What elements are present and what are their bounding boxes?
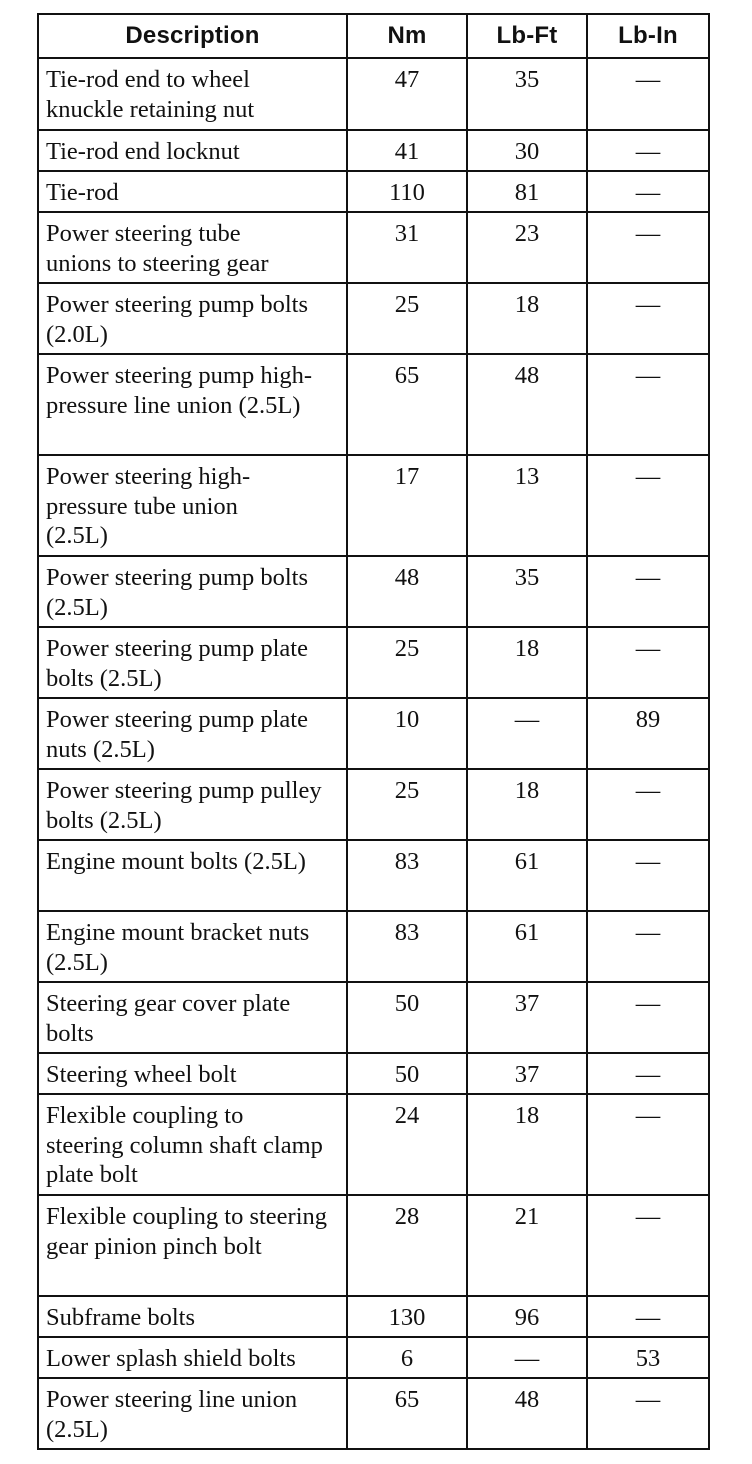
cell-lbft: 48 (467, 1378, 587, 1449)
cell-nm: 25 (347, 283, 467, 354)
table-row (38, 698, 709, 769)
cell-lbin: — (587, 769, 709, 840)
cell-lbft: 18 (467, 769, 587, 840)
cell-lbin: — (587, 627, 709, 698)
cell-lbin: — (587, 556, 709, 627)
cell-description: Power steering pump bolts (2.5L) (38, 556, 347, 627)
cell-lbft: 96 (467, 1296, 587, 1337)
cell-description: Engine mount bracket nuts (2.5L) (38, 911, 347, 982)
cell-nm: 17 (347, 455, 467, 556)
cell-lbft: 13 (467, 455, 587, 556)
table-row (38, 556, 709, 627)
cell-description: Engine mount bolts (2.5L) (38, 840, 347, 911)
cell-nm: 83 (347, 840, 467, 911)
table-row (38, 1053, 709, 1094)
table-row (38, 769, 709, 840)
torque-spec-table (37, 13, 710, 1450)
cell-description: Steering gear cover plate bolts (38, 982, 347, 1053)
cell-lbft: 37 (467, 1053, 587, 1094)
cell-nm: 31 (347, 212, 467, 283)
table-row (38, 455, 709, 556)
header-lbin: Lb-In (587, 14, 709, 58)
table-row (38, 283, 709, 354)
cell-lbin: 53 (587, 1337, 709, 1378)
cell-lbin: — (587, 911, 709, 982)
cell-description: Power steering pump plate bolts (2.5L) (38, 627, 347, 698)
cell-nm: 24 (347, 1094, 467, 1195)
cell-lbin: — (587, 1094, 709, 1195)
cell-lbin: — (587, 1195, 709, 1296)
cell-lbft: — (467, 1337, 587, 1378)
table-row (38, 982, 709, 1053)
cell-nm: 65 (347, 354, 467, 455)
cell-lbin: — (587, 455, 709, 556)
cell-nm: 110 (347, 171, 467, 212)
table-body (38, 58, 709, 1449)
cell-nm: 83 (347, 911, 467, 982)
cell-description: Power steering high-pressure tube union (2.5L) (38, 455, 347, 556)
cell-lbft: 18 (467, 627, 587, 698)
cell-lbin: — (587, 1053, 709, 1094)
cell-lbin: 89 (587, 698, 709, 769)
table-row (38, 627, 709, 698)
cell-lbin: — (587, 1378, 709, 1449)
cell-description: Power steering pump bolts (2.0L) (38, 283, 347, 354)
cell-nm: 50 (347, 982, 467, 1053)
cell-nm: 41 (347, 130, 467, 171)
cell-description: Lower splash shield bolts (38, 1337, 347, 1378)
table-row (38, 171, 709, 212)
cell-nm: 25 (347, 627, 467, 698)
cell-description: Tie-rod end locknut (38, 130, 347, 171)
cell-nm: 25 (347, 769, 467, 840)
cell-description: Flexible coupling to steering gear pinion pinch bolt (38, 1195, 347, 1296)
cell-lbft: 35 (467, 556, 587, 627)
cell-lbin: — (587, 58, 709, 130)
table-row (38, 130, 709, 171)
cell-lbft: 18 (467, 1094, 587, 1195)
table-row (38, 911, 709, 982)
cell-lbft: — (467, 698, 587, 769)
cell-description: Flexible coupling to steering column shaft clamp plate bolt (38, 1094, 347, 1195)
header-row (38, 14, 709, 58)
cell-description: Power steering pump pulley bolts (2.5L) (38, 769, 347, 840)
cell-lbin: — (587, 354, 709, 455)
cell-lbin: — (587, 212, 709, 283)
cell-description: Power steering tube unions to steering gear (38, 212, 347, 283)
table-row (38, 1378, 709, 1449)
header-nm: Nm (347, 14, 467, 58)
cell-description: Steering wheel bolt (38, 1053, 347, 1094)
table-row (38, 840, 709, 911)
table-row (38, 1296, 709, 1337)
table-row (38, 1195, 709, 1296)
cell-description: Tie-rod (38, 171, 347, 212)
cell-description: Power steering pump plate nuts (2.5L) (38, 698, 347, 769)
cell-lbft: 37 (467, 982, 587, 1053)
cell-description: Subframe bolts (38, 1296, 347, 1337)
cell-lbft: 61 (467, 840, 587, 911)
cell-lbft: 30 (467, 130, 587, 171)
cell-lbin: — (587, 171, 709, 212)
cell-lbin: — (587, 982, 709, 1053)
cell-lbft: 81 (467, 171, 587, 212)
cell-description: Power steering pump high-pressure line union (2.5L) (38, 354, 347, 455)
table-row (38, 1094, 709, 1195)
cell-lbft: 18 (467, 283, 587, 354)
cell-lbft: 61 (467, 911, 587, 982)
cell-lbft: 21 (467, 1195, 587, 1296)
cell-lbft: 48 (467, 354, 587, 455)
cell-lbin: — (587, 1296, 709, 1337)
cell-lbin: — (587, 283, 709, 354)
table-row (38, 212, 709, 283)
cell-description: Power steering line union (2.5L) (38, 1378, 347, 1449)
cell-nm: 10 (347, 698, 467, 769)
cell-lbin: — (587, 130, 709, 171)
cell-nm: 28 (347, 1195, 467, 1296)
cell-nm: 6 (347, 1337, 467, 1378)
cell-nm: 47 (347, 58, 467, 130)
cell-description: Tie-rod end to wheel knuckle retaining nut (38, 58, 347, 130)
table-row (38, 354, 709, 455)
cell-nm: 130 (347, 1296, 467, 1337)
cell-nm: 50 (347, 1053, 467, 1094)
cell-nm: 65 (347, 1378, 467, 1449)
table-row (38, 1337, 709, 1378)
table-row (38, 58, 709, 130)
header-lbft: Lb-Ft (467, 14, 587, 58)
cell-lbft: 23 (467, 212, 587, 283)
header-description: Description (38, 14, 347, 58)
cell-lbin: — (587, 840, 709, 911)
cell-nm: 48 (347, 556, 467, 627)
cell-lbft: 35 (467, 58, 587, 130)
